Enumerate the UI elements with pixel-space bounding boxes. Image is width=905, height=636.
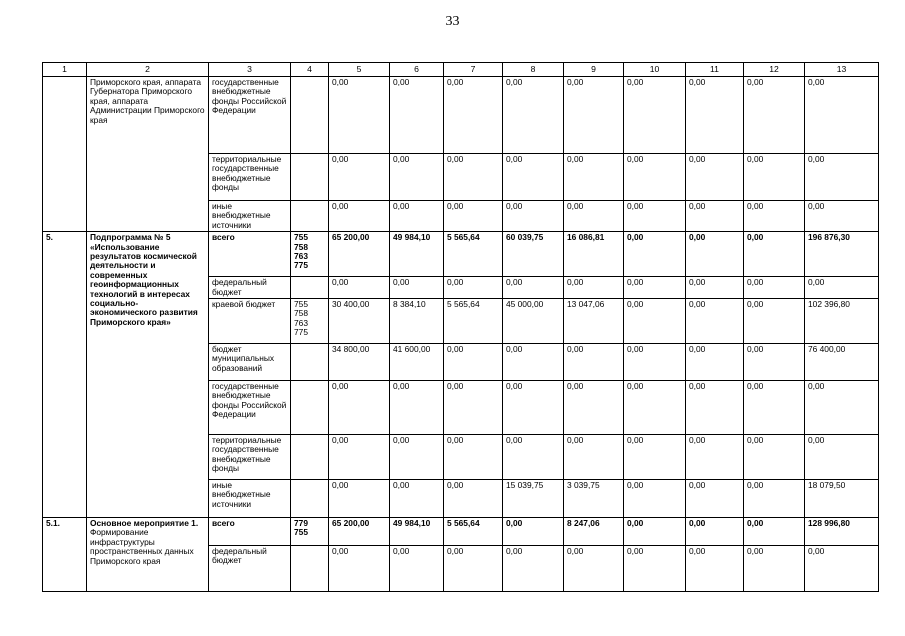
amount-cell: 0,00: [444, 77, 503, 154]
column-header: 6: [390, 63, 444, 77]
budget-code-cell: [291, 518, 329, 546]
budget-code-cell: [291, 77, 329, 154]
amount-cell: 0,00: [624, 381, 686, 435]
amount-cell: 0,00: [329, 277, 390, 299]
budget-code: 775: [294, 327, 308, 338]
amount-cell: 0,00: [744, 77, 805, 154]
amount-cell: 0,00: [805, 277, 879, 299]
funding-source-cell: иные внебюджетные источники: [209, 201, 291, 232]
amount-cell: 0,00: [686, 277, 744, 299]
funding-source-cell: всего: [209, 518, 291, 546]
amount-cell: 0,00: [744, 518, 805, 546]
amount-cell: 0,00: [686, 344, 744, 381]
amount-cell: 0,00: [503, 518, 564, 546]
program-name-cell: Подпрограмма № 5 «Использование результатов космической деятельности и современных геоинформационных технологий в интересах социально-экономического развития Приморского края»: [87, 232, 209, 518]
page-number: 33: [445, 14, 460, 29]
amount-cell: 0,00: [624, 518, 686, 546]
funding-source-cell: федеральный бюджет: [209, 546, 291, 592]
amount-cell: 0,00: [624, 277, 686, 299]
amount-cell: 0,00: [624, 77, 686, 154]
budget-code-cell: [291, 154, 329, 201]
amount-cell: 0,00: [390, 277, 444, 299]
amount-cell: 0,00: [444, 344, 503, 381]
amount-cell: 0,00: [564, 154, 624, 201]
column-header: 9: [564, 63, 624, 77]
table-row: [43, 232, 879, 277]
amount-cell: 0,00: [503, 435, 564, 480]
amount-cell: 0,00: [390, 480, 444, 518]
amount-cell: 3 039,75: [564, 480, 624, 518]
amount-cell: 0,00: [624, 435, 686, 480]
budget-code: 755: [294, 299, 308, 310]
amount-cell: 0,00: [686, 381, 744, 435]
amount-cell: 45 000,00: [503, 299, 564, 344]
amount-cell: 0,00: [686, 518, 744, 546]
amount-cell: 0,00: [390, 381, 444, 435]
amount-cell: 34 800,00: [329, 344, 390, 381]
amount-cell: 0,00: [805, 546, 879, 592]
column-header: 2: [87, 63, 209, 77]
amount-cell: 0,00: [329, 154, 390, 201]
amount-cell: 0,00: [686, 232, 744, 277]
column-header: 1: [43, 63, 87, 77]
amount-cell: 128 996,80: [805, 518, 879, 546]
amount-cell: 0,00: [503, 77, 564, 154]
amount-cell: 0,00: [805, 77, 879, 154]
amount-cell: 0,00: [686, 77, 744, 154]
amount-cell: 16 086,81: [564, 232, 624, 277]
column-header: 4: [291, 63, 329, 77]
column-header: 13: [805, 63, 879, 77]
amount-cell: 0,00: [503, 154, 564, 201]
amount-cell: 0,00: [390, 435, 444, 480]
amount-cell: 0,00: [686, 480, 744, 518]
amount-cell: 0,00: [564, 201, 624, 232]
amount-cell: 0,00: [805, 381, 879, 435]
budget-code-cell: [291, 344, 329, 381]
column-header: 11: [686, 63, 744, 77]
amount-cell: 0,00: [564, 77, 624, 154]
amount-cell: 30 400,00: [329, 299, 390, 344]
funding-source-cell: государственные внебюджетные фонды Российской Федерации: [209, 381, 291, 435]
amount-cell: 0,00: [624, 299, 686, 344]
program-name-cell: Основное мероприятие 1. Формирование инфраструктуры пространственных данных Приморского края: [87, 518, 209, 592]
amount-cell: 0,00: [744, 435, 805, 480]
amount-cell: 0,00: [805, 201, 879, 232]
amount-cell: 0,00: [564, 381, 624, 435]
amount-cell: 0,00: [329, 435, 390, 480]
amount-cell: 49 984,10: [390, 518, 444, 546]
amount-cell: 0,00: [744, 232, 805, 277]
amount-cell: 0,00: [390, 77, 444, 154]
amount-cell: 102 396,80: [805, 299, 879, 344]
amount-cell: 0,00: [390, 154, 444, 201]
amount-cell: 60 039,75: [503, 232, 564, 277]
amount-cell: 0,00: [744, 299, 805, 344]
budget-code-cell: [291, 435, 329, 480]
program-name-cell: Приморского края, аппарата Губернатора Приморского края, аппарата Администрации Приморского края: [87, 77, 209, 232]
budget-code: 763: [294, 251, 308, 262]
column-header: 3: [209, 63, 291, 77]
amount-cell: 0,00: [444, 154, 503, 201]
table-header-row: [43, 63, 879, 77]
amount-cell: 0,00: [329, 480, 390, 518]
table-row: [43, 518, 879, 546]
amount-cell: 0,00: [444, 277, 503, 299]
funding-source-cell: бюджет муниципальных образований: [209, 344, 291, 381]
amount-cell: 0,00: [503, 381, 564, 435]
funding-source-cell: федеральный бюджет: [209, 277, 291, 299]
amount-cell: 0,00: [686, 435, 744, 480]
amount-cell: 0,00: [744, 344, 805, 381]
amount-cell: 0,00: [744, 381, 805, 435]
budget-table: [42, 62, 879, 592]
amount-cell: 0,00: [329, 381, 390, 435]
amount-cell: 0,00: [444, 201, 503, 232]
budget-code-cell: [291, 277, 329, 299]
amount-cell: 5 565,64: [444, 299, 503, 344]
funding-source-cell: территориальные государственные внебюджетные фонды: [209, 435, 291, 480]
budget-code-cell: [291, 546, 329, 592]
amount-cell: 15 039,75: [503, 480, 564, 518]
table-row: [43, 77, 879, 154]
amount-cell: 0,00: [564, 344, 624, 381]
amount-cell: 65 200,00: [329, 518, 390, 546]
column-header: 5: [329, 63, 390, 77]
amount-cell: 5 565,64: [444, 518, 503, 546]
funding-source-cell: всего: [209, 232, 291, 277]
item-number-cell: [43, 77, 87, 232]
budget-code: 758: [294, 308, 308, 319]
amount-cell: 0,00: [624, 344, 686, 381]
budget-code-cell: [291, 232, 329, 277]
amount-cell: 8 384,10: [390, 299, 444, 344]
amount-cell: 49 984,10: [390, 232, 444, 277]
amount-cell: 0,00: [444, 480, 503, 518]
amount-cell: 196 876,30: [805, 232, 879, 277]
amount-cell: 76 400,00: [805, 344, 879, 381]
amount-cell: 0,00: [744, 480, 805, 518]
amount-cell: 0,00: [444, 381, 503, 435]
amount-cell: 0,00: [805, 435, 879, 480]
budget-code-cell: [291, 381, 329, 435]
amount-cell: 0,00: [503, 344, 564, 381]
amount-cell: 0,00: [624, 546, 686, 592]
amount-cell: 41 600,00: [390, 344, 444, 381]
item-number-cell: 5.: [43, 232, 87, 518]
column-header: 10: [624, 63, 686, 77]
column-header: 12: [744, 63, 805, 77]
item-number-cell: 5.1.: [43, 518, 87, 592]
amount-cell: 0,00: [624, 480, 686, 518]
amount-cell: 5 565,64: [444, 232, 503, 277]
amount-cell: 0,00: [390, 201, 444, 232]
funding-source-cell: государственные внебюджетные фонды Российской Федерации: [209, 77, 291, 154]
amount-cell: 0,00: [744, 201, 805, 232]
amount-cell: 0,00: [564, 277, 624, 299]
budget-code: 775: [294, 260, 308, 271]
budget-code-cell: [291, 480, 329, 518]
amount-cell: 0,00: [444, 435, 503, 480]
amount-cell: 0,00: [503, 546, 564, 592]
amount-cell: 0,00: [744, 154, 805, 201]
amount-cell: 0,00: [329, 546, 390, 592]
funding-source-cell: территориальные государственные внебюджетные фонды: [209, 154, 291, 201]
amount-cell: 0,00: [390, 546, 444, 592]
column-header: 8: [503, 63, 564, 77]
amount-cell: 0,00: [744, 546, 805, 592]
column-header: 7: [444, 63, 503, 77]
amount-cell: 0,00: [503, 277, 564, 299]
funding-source-cell: краевой бюджет: [209, 299, 291, 344]
amount-cell: 0,00: [805, 154, 879, 201]
amount-cell: 0,00: [444, 546, 503, 592]
amount-cell: 0,00: [686, 201, 744, 232]
amount-cell: 65 200,00: [329, 232, 390, 277]
amount-cell: 0,00: [503, 201, 564, 232]
amount-cell: 18 079,50: [805, 480, 879, 518]
amount-cell: 0,00: [624, 201, 686, 232]
budget-code: 758: [294, 241, 308, 252]
amount-cell: 0,00: [744, 277, 805, 299]
amount-cell: 0,00: [686, 546, 744, 592]
amount-cell: 0,00: [329, 77, 390, 154]
budget-code: 779: [294, 518, 308, 529]
amount-cell: 8 247,06: [564, 518, 624, 546]
amount-cell: 0,00: [624, 154, 686, 201]
amount-cell: 0,00: [686, 299, 744, 344]
budget-code-cell: [291, 299, 329, 344]
amount-cell: 0,00: [564, 546, 624, 592]
budget-code: 755: [294, 527, 308, 538]
amount-cell: 0,00: [564, 435, 624, 480]
amount-cell: 0,00: [329, 201, 390, 232]
funding-source-cell: иные внебюджетные источники: [209, 480, 291, 518]
budget-code-cell: [291, 201, 329, 232]
amount-cell: 13 047,06: [564, 299, 624, 344]
amount-cell: 0,00: [624, 232, 686, 277]
program-name-lead: Основное мероприятие 1.: [90, 518, 199, 529]
budget-code: 763: [294, 317, 308, 328]
budget-code: 755: [294, 232, 308, 243]
amount-cell: 0,00: [686, 154, 744, 201]
